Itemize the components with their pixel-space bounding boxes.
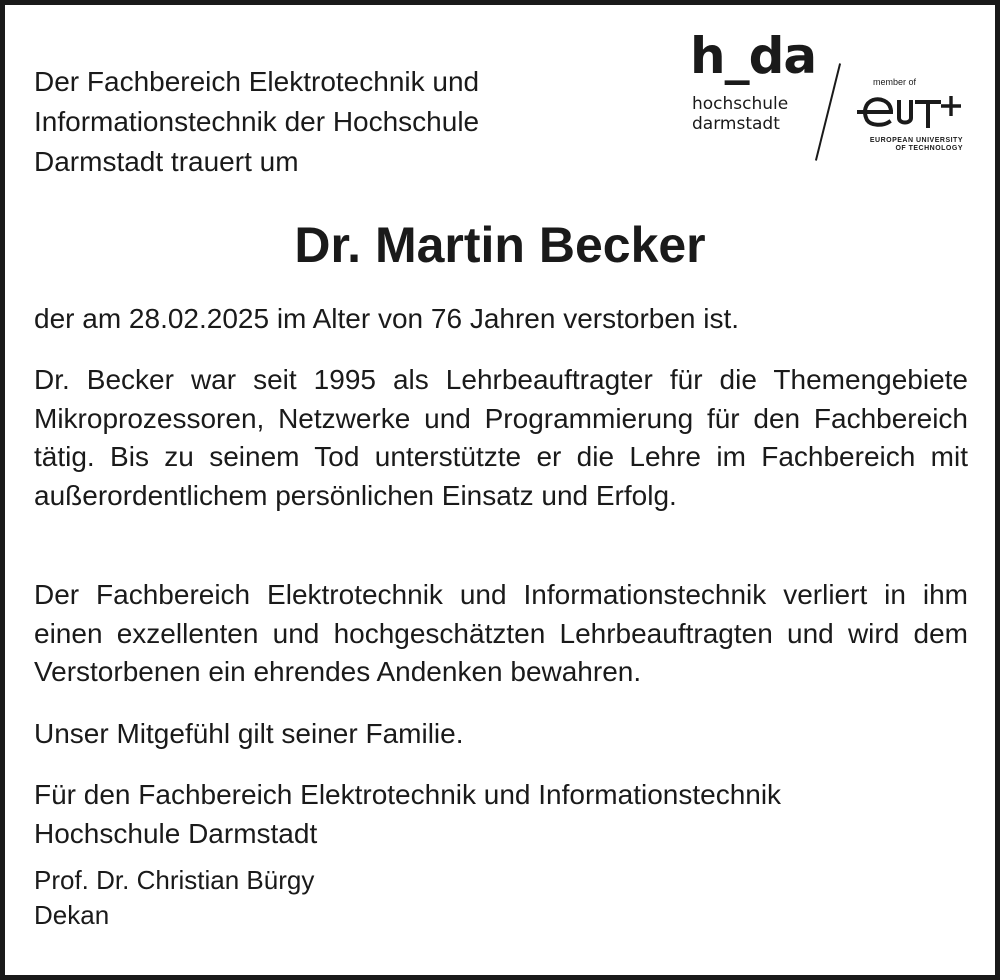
deceased-name: Dr. Martin Becker: [294, 217, 706, 273]
signer-name: Prof. Dr. Christian Bürgy: [34, 865, 315, 895]
department-name: Für den Fachbereich Elektrotechnik und Informationstechnik: [34, 779, 782, 810]
hda-logo-mark: h_da: [690, 27, 817, 85]
signer-block: [34, 863, 968, 933]
eut-logo: [855, 76, 975, 166]
university-name: Hochschule Darmstadt: [34, 817, 318, 849]
hda-logo-name: hochschule darmstadt: [692, 94, 789, 134]
condolence-text: Unser Mitgefühl gilt seiner Familie.: [34, 718, 464, 749]
tribute-paragraph: Der Fachbereich Elektrotechnik und Informationstechnik verliert in ihm einen exzellenten und hochgeschätzten Lehrbeauftragten und wird dem Verstorbenen ein ehrendes Andenken bewahren.: [34, 579, 968, 687]
department-signature: [34, 776, 968, 853]
intro-text: Der Fachbereich Elektrotechnik und Informationstechnik der Hochschule Darmstadt trauert um: [34, 66, 480, 177]
eut-logo-subtitle: EUROPEAN UNIVERSITY OF TECHNOLOGY: [869, 137, 963, 152]
signer-title: Dekan: [34, 900, 110, 930]
eut-logo-icon: [855, 90, 970, 134]
death-notice-text: der am 28.02.2025 im Alter von 76 Jahren verstorben ist.: [34, 303, 740, 334]
eut-member-label: member of: [873, 77, 917, 87]
hda-logo: [690, 28, 830, 138]
career-paragraph: Dr. Becker war seit 1995 als Lehrbeauftragter für die Themengebiete Mikroprozessoren, Netzwerke und Programmierung für den Fachbereich tätig. Bis zu seinem Tod unterstützte er die Lehre im Fachbereich mit außerordentlichem persönlichen Einsatz und Erfolg.: [34, 364, 968, 511]
